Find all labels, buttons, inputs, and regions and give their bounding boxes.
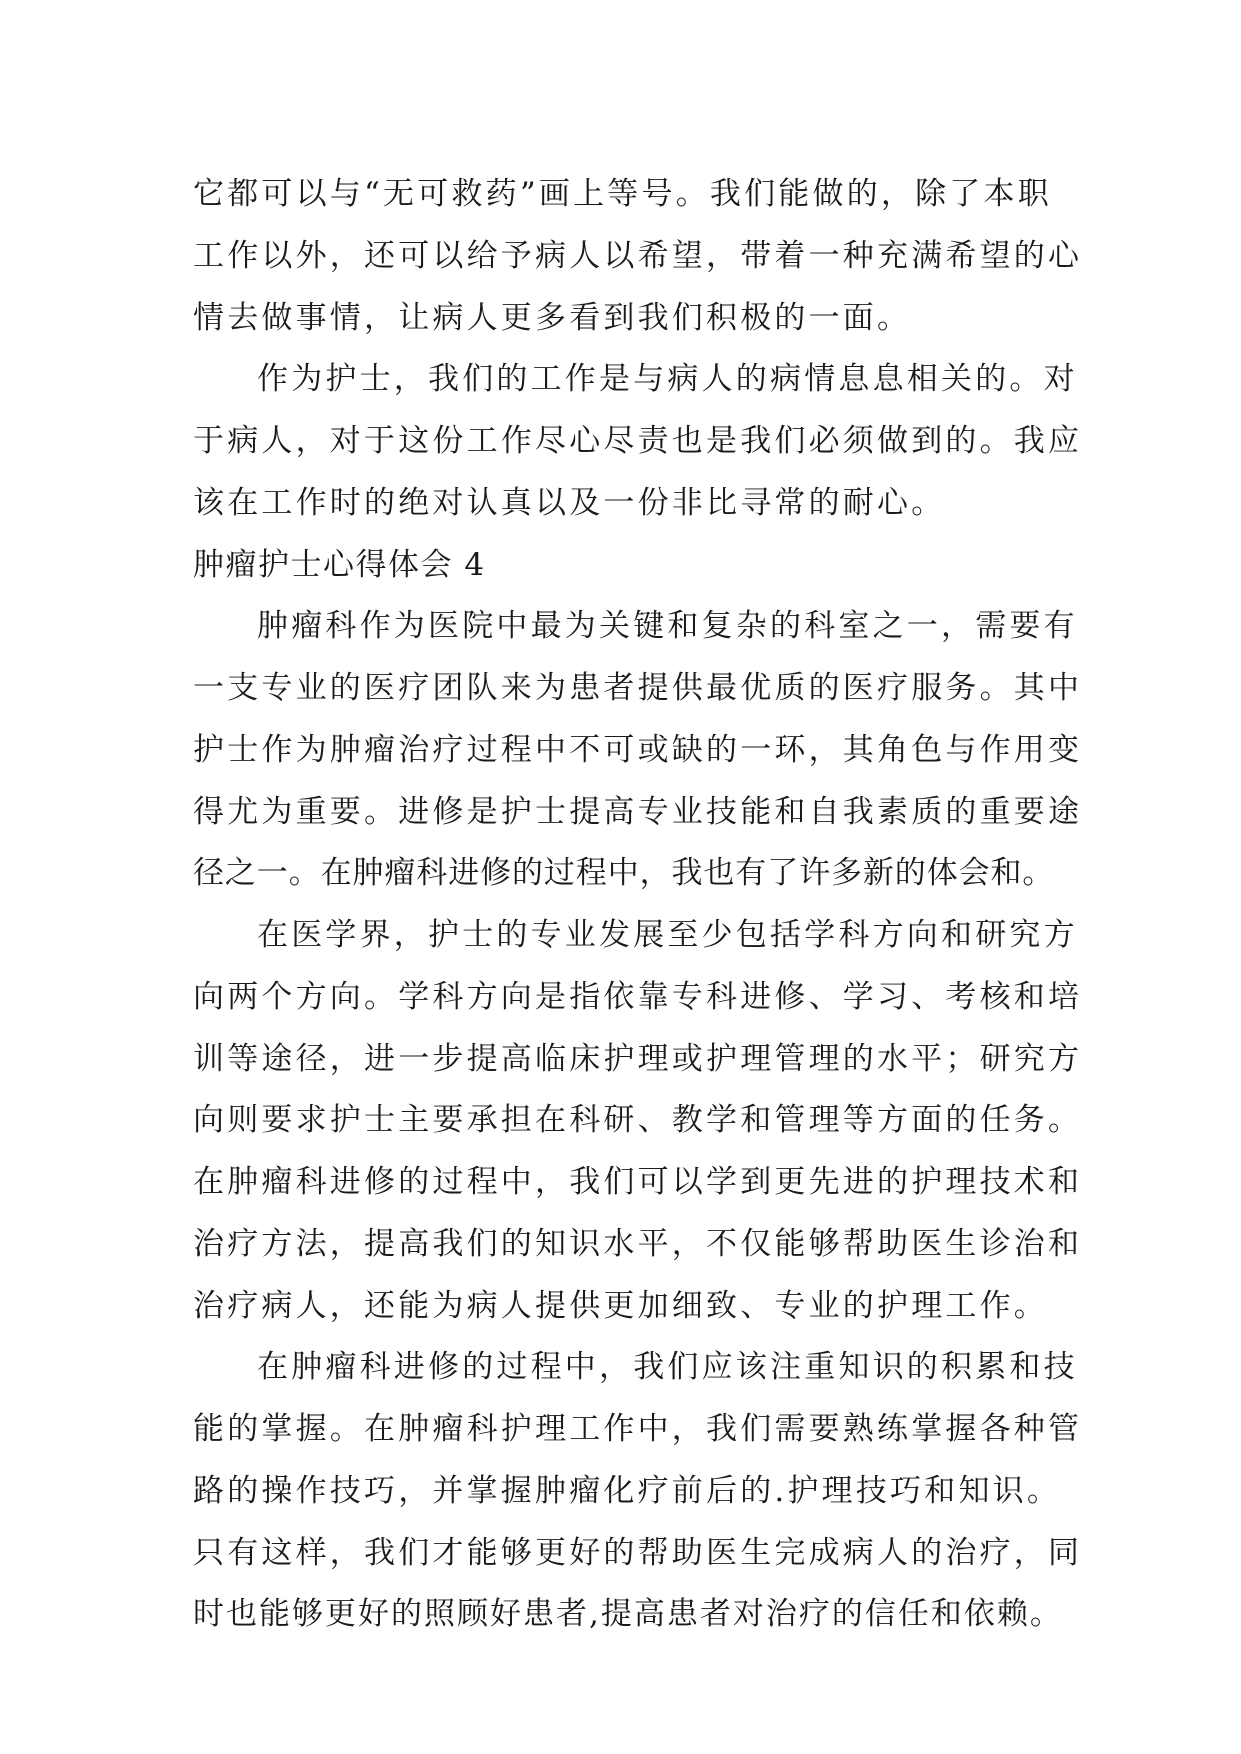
text-line: 于病人，对于这份工作尽心尽责也是我们必须做到的。我应	[193, 423, 1083, 459]
paragraph-first-line: 在肿瘤科进修的过程中，我们应该注重知识的积累和技	[257, 1349, 1078, 1386]
paragraph-first-line: 肿瘤科作为医院中最为关键和复杂的科室之一，需要有	[257, 608, 1078, 645]
text-line: 情去做事情，让病人更多看到我们积极的一面。	[193, 299, 912, 336]
text-line: 时也能够更好的照顾好患者,提高患者对治疗的信任和依赖。	[193, 1596, 1063, 1633]
text-line: 在肿瘤科进修的过程中，我们可以学到更先进的护理技术和	[193, 1164, 1083, 1200]
section-heading: 肿瘤护士心得体会 4	[193, 546, 486, 583]
text-line: 护士作为肿瘤治疗过程中不可或缺的一环，其角色与作用变	[193, 731, 1083, 768]
text-line: 治疗方法，提高我们的知识水平，不仅能够帮助医生诊治和	[193, 1225, 1083, 1262]
text-line: 只有这样，我们才能够更好的帮助医生完成病人的治疗，同	[193, 1534, 1083, 1571]
text-line: 该在工作时的绝对认真以及一份非比寻常的耐心。	[193, 484, 946, 521]
text-line: 它都可以与“无可救药”画上等号。我们能做的，除了本职	[193, 176, 1052, 212]
text-line: 得尤为重要。进修是护士提高专业技能和自我素质的重要途	[193, 793, 1083, 830]
text-line: 一支专业的医疗团队来为患者提供最优质的医疗服务。其中	[193, 670, 1083, 706]
text-line: 径之一。在肿瘤科进修的过程中，我也有了许多新的体会和。	[193, 855, 1055, 892]
text-line: 能的掌握。在肿瘤科护理工作中，我们需要熟练掌握各种管	[193, 1411, 1083, 1447]
paragraph-first-line: 作为护士，我们的工作是与病人的病情息息相关的。对	[257, 361, 1078, 398]
text-line: 治疗病人，还能为病人提供更加细致、专业的护理工作。	[193, 1287, 1048, 1324]
text-line: 向则要求护士主要承担在科研、教学和管理等方面的任务。	[193, 1102, 1083, 1139]
text-line: 向两个方向。学科方向是指依靠专科进修、学习、考核和培	[193, 978, 1083, 1015]
body-text	[193, 164, 1083, 1646]
text-line: 训等途径，进一步提高临床护理或护理管理的水平；研究方	[193, 1040, 1083, 1077]
text-line: 工作以外，还可以给予病人以希望，带着一种充满希望的心	[193, 237, 1083, 274]
text-line: 路的操作技巧，并掌握肿瘤化疗前后的.护理技巧和知识。	[193, 1472, 1062, 1509]
paragraph-first-line: 在医学界，护士的专业发展至少包括学科方向和研究方	[257, 917, 1078, 953]
